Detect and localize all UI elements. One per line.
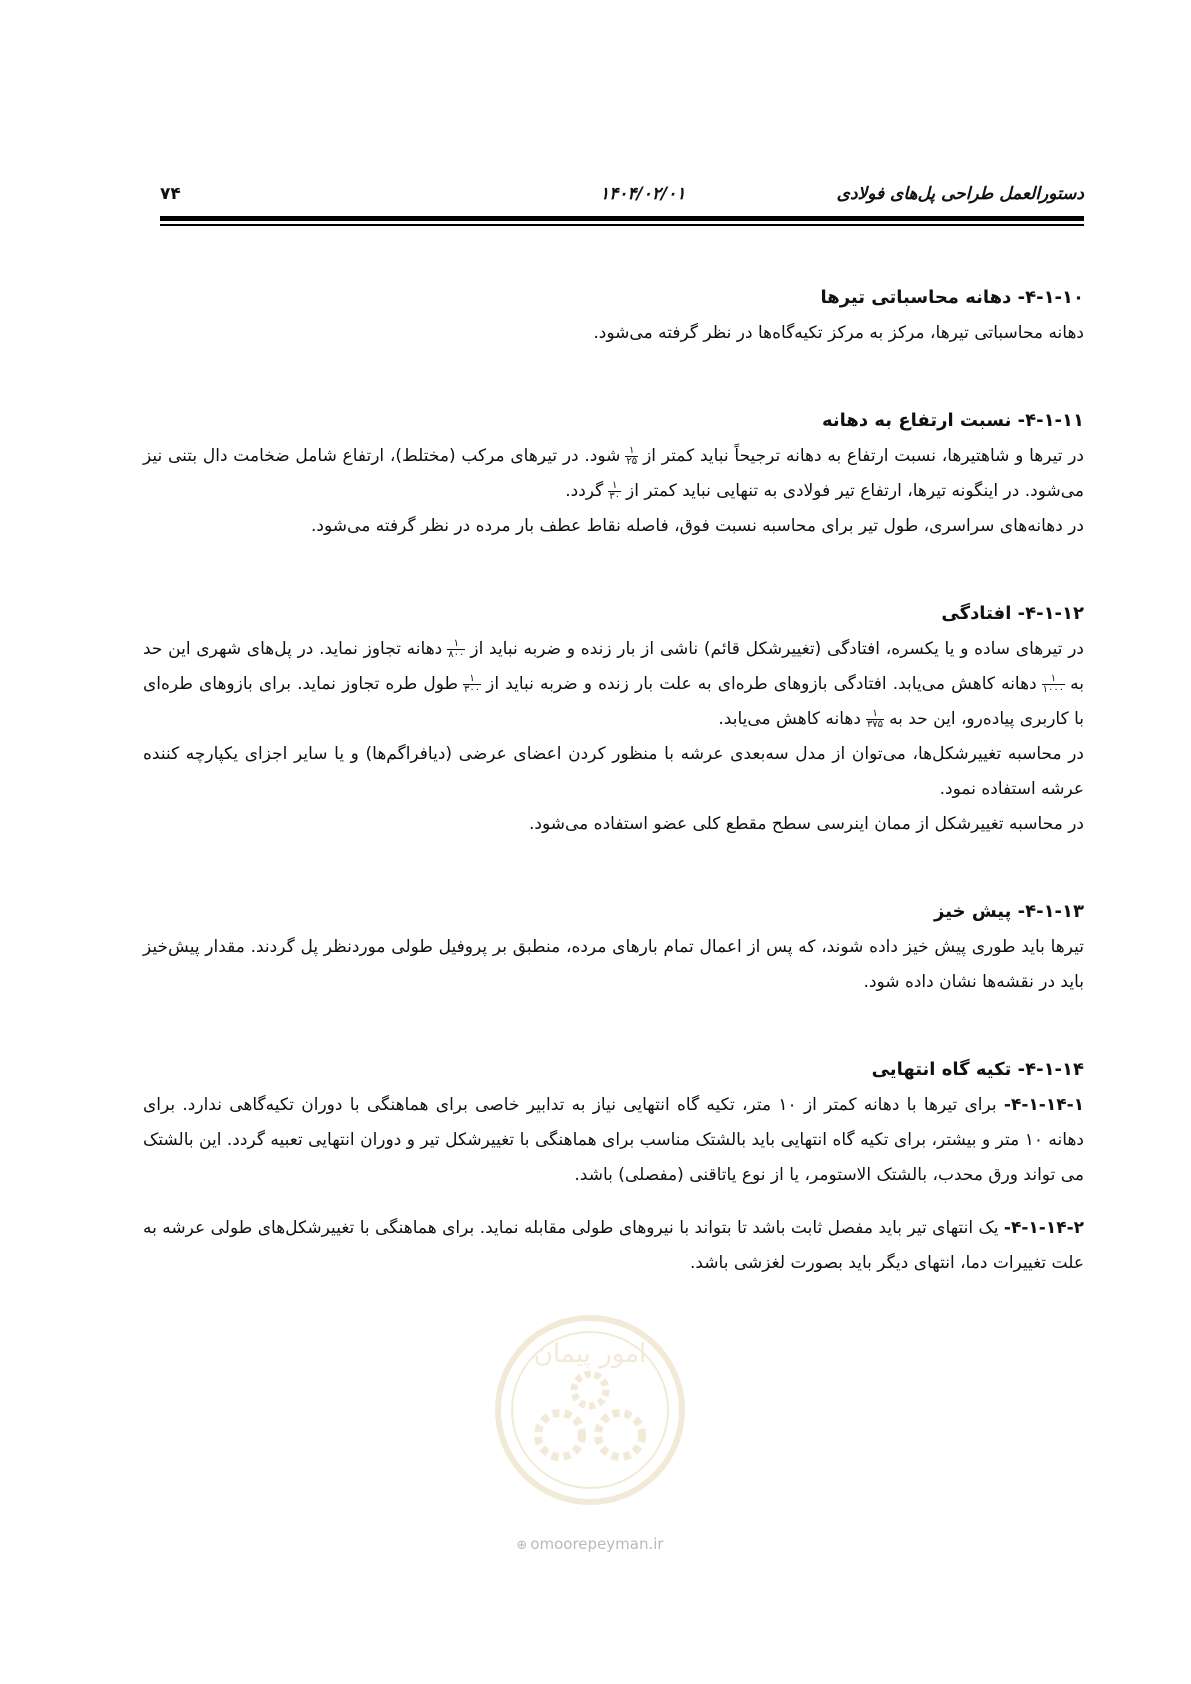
fraction bbox=[608, 481, 621, 502]
text-run: یک انتهای تیر باید مفصل ثابت باشد تا بتواند با نیروهای طولی مقابله نماید. برای هماهنگی با تغییرشکل‌های طولی عرشه به علت تغییرات دما، انتهای دیگر باید بصورت لغزشی باشد. bbox=[143, 1218, 1084, 1273]
document-date: ۱۴۰۴/۰۲/۰۱ bbox=[600, 184, 686, 204]
text-run: دهانه کاهش می‌یابد. bbox=[718, 709, 861, 729]
text-run: در تیرها و شاهتیرها، نسبت ارتفاع به دهانه ترجیحاً نباید کمتر از bbox=[643, 446, 1084, 466]
fraction-denominator: ۳۰ bbox=[609, 490, 621, 502]
page-number: ۷۴ bbox=[160, 184, 181, 204]
fraction bbox=[625, 446, 638, 467]
section-heading: ۴-۱-۱۴- تکیه گاه انتهایی bbox=[871, 1059, 1084, 1080]
text-run: برای تیرها با دهانه کمتر از ۱۰ متر، تکیه گاه انتهایی نیاز به تدابیر خاصی برای هماهنگی با دوران تکیه‌گاهی ندارد. برای دهانه ۱۰ متر و بیشتر، برای تکیه گاه انتهایی باید بالشتک مناسب برای هماهنگی با تغییرشکل تیر و دوران انتهایی تعبیه گردد. این بالشتک می تواند ورق محدب، بالشتک الاستومر، یا از نوع یاتاقنی (مفصلی) باشد. bbox=[143, 1095, 1084, 1185]
fraction bbox=[463, 674, 481, 695]
section-4-1-12 bbox=[143, 596, 1084, 842]
page-content bbox=[143, 280, 1084, 1281]
fraction-numerator: ۱ bbox=[463, 674, 481, 685]
paragraph: دهانه محاسباتی تیرها، مرکز به مرکز تکیه‌گاه‌ها در نظر گرفته می‌شود. bbox=[593, 323, 1084, 343]
section-heading: ۴-۱-۱۱- نسبت ارتفاع به دهانه bbox=[821, 410, 1084, 431]
watermark-url-text: omoorepeyman.ir bbox=[530, 1535, 664, 1553]
paragraph: تیرها باید طوری پیش خیز داده شوند، که پس از اعمال تمام بارهای مرده، منطبق بر پروفیل طولی موردنظر پل گردند. مقدار پیش‌خیز باید در نقشه‌ها نشان داده شود. bbox=[143, 937, 1084, 992]
fraction-denominator: ۱۰۰۰ bbox=[1042, 683, 1065, 695]
section-heading: ۴-۱-۱۰- دهانه محاسباتی تیرها bbox=[820, 287, 1084, 308]
fraction bbox=[866, 709, 884, 730]
section-4-1-13 bbox=[143, 894, 1084, 1000]
header-rule-thick bbox=[160, 216, 1084, 221]
fraction-denominator: ۳۷۵ bbox=[866, 718, 884, 730]
fraction bbox=[1042, 674, 1065, 695]
section-4-1-11 bbox=[143, 403, 1084, 544]
header-rule-thin bbox=[160, 224, 1084, 226]
text-run: دهانه کاهش می‌یابد. افتادگی بازوهای طره‌ای به علت بار زنده و ضربه نباید از bbox=[486, 674, 1037, 694]
text-run: در تیرهای ساده و یا یکسره، افتادگی (تغییرشکل قائم) ناشی از بار زنده و ضربه نباید از bbox=[470, 639, 1084, 659]
fraction-denominator: ۳۰۰ bbox=[464, 683, 481, 695]
paragraph bbox=[143, 632, 1084, 737]
globe-icon: ⊕ bbox=[516, 1538, 528, 1553]
text-run: گردد. bbox=[565, 481, 604, 501]
fraction-numerator: ۱ bbox=[866, 709, 884, 720]
section-heading: ۴-۱-۱۳- پیش خیز bbox=[934, 901, 1084, 922]
text-run: طول طره تجاوز نماید. برای بازوهای طره‌ای با کاربری پیاده‌رو، این حد به bbox=[143, 674, 1084, 729]
text-run: شود. در تیرهای مرکب (مختلط)، ارتفاع شامل ضخامت دال بتنی نیز می‌شود. در اینگونه تیرها، ارتفاع تیر فولادی به تنهایی نباید کمتر از bbox=[143, 446, 1084, 501]
fraction-denominator: ۲۵ bbox=[626, 455, 638, 467]
paragraph: در محاسبه تغییرشکل‌ها، می‌توان از مدل سه‌بعدی عرشه با منظور کردن اعضای عرضی (دیافراگم‌ها) و یا سایر اجزای یکپارچه کننده عرشه استفاده نمود. bbox=[143, 744, 1084, 799]
fraction-numerator: ۱ bbox=[1042, 674, 1065, 685]
paragraph bbox=[143, 1211, 1084, 1281]
clause-number: ۴-۱-۱۴-۲- bbox=[1003, 1218, 1084, 1238]
watermark-logo-text: امور پیمان bbox=[533, 1339, 647, 1369]
section-4-1-14 bbox=[143, 1052, 1084, 1281]
watermark-logo-icon bbox=[490, 1310, 690, 1510]
paragraph: در محاسبه تغییرشکل از ممان اینرسی سطح مقطع کلی عضو استفاده می‌شود. bbox=[528, 814, 1084, 834]
paragraph: در دهانه‌های سراسری، طول تیر برای محاسبه نسبت فوق، فاصله نقاط عطف بار مرده در نظر گرفته می‌شود. bbox=[311, 516, 1084, 536]
paragraph bbox=[143, 439, 1084, 509]
paragraph bbox=[143, 1088, 1084, 1193]
fraction-numerator: ۱ bbox=[608, 481, 621, 492]
section-4-1-10 bbox=[143, 280, 1084, 351]
clause-number: ۴-۱-۱۴-۱- bbox=[1003, 1095, 1084, 1115]
fraction-numerator: ۱ bbox=[447, 639, 465, 650]
page-header bbox=[160, 184, 1084, 212]
fraction-numerator: ۱ bbox=[625, 446, 638, 457]
watermark-url bbox=[490, 1535, 690, 1553]
section-heading: ۴-۱-۱۲- افتادگی bbox=[941, 603, 1084, 624]
fraction bbox=[447, 639, 465, 660]
document-title: دستورالعمل طراحی پل‌های فولادی bbox=[836, 184, 1084, 204]
text-run: دهانه تجاوز نماید. در پل‌های شهری این حد به bbox=[143, 639, 1084, 694]
fraction-denominator: ۸۰۰ bbox=[448, 648, 465, 660]
